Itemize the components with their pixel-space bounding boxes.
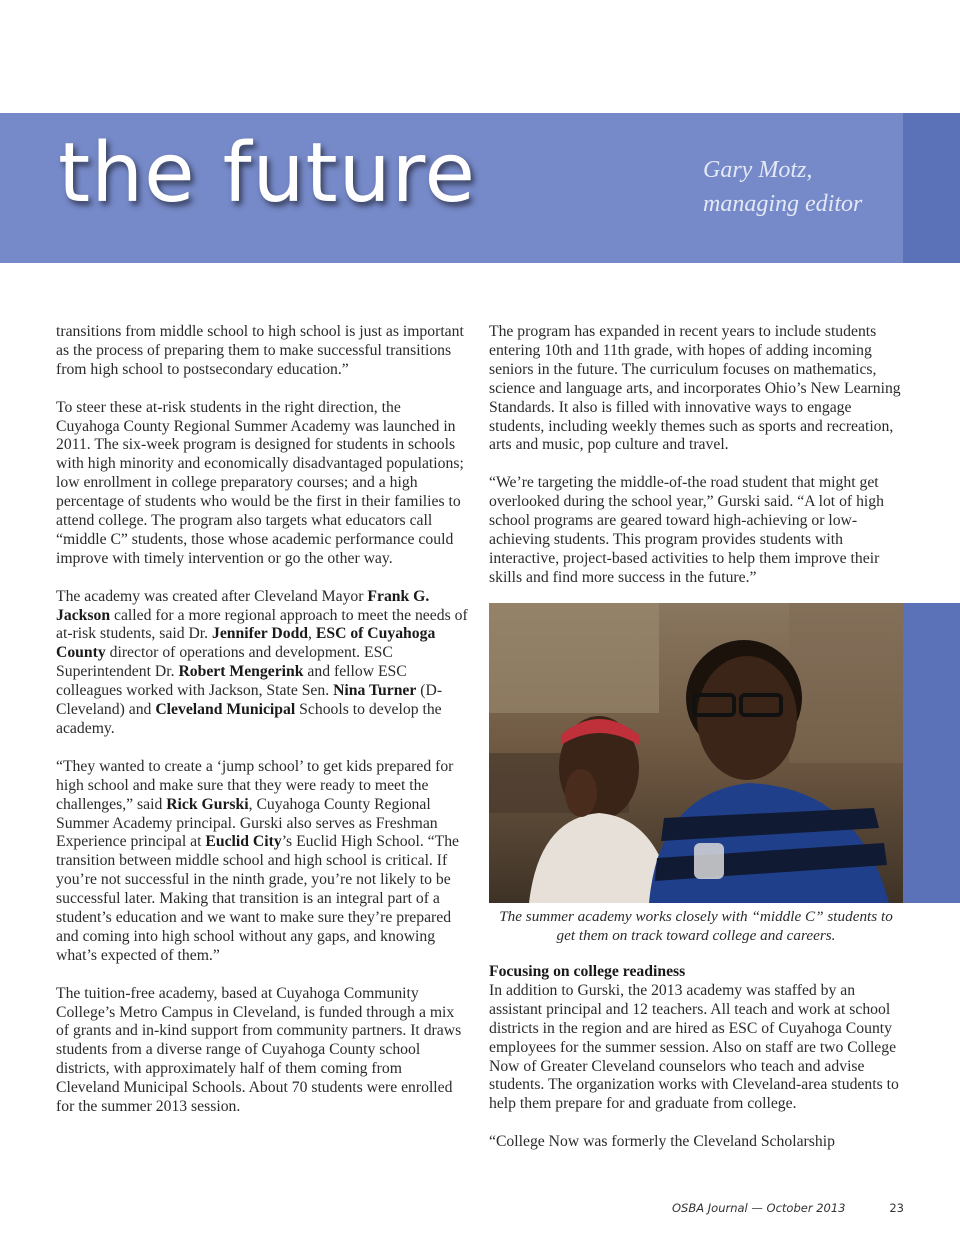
right-column-top — [489, 323, 905, 607]
paragraph: “We’re targeting the middle-of-the road student that might get overlooked during the school year,” Gurski said. “A lot of high school programs are geared toward high-achieving or low-achieving students. This program provides students with interactive, project-based activities to help them improve their skills and find more success in the future.” — [489, 474, 884, 586]
paragraph: The tuition-free academy, based at Cuyahoga Community College’s Metro Campus in Cleveland, is funded through a mix of grants and in-kind support from community partners. It draws students from a diverse range of Cuyahoga County school districts, with approximately half of them coming from Cleveland Municipal Schools. About 70 students were enrolled for the summer 2013 session. — [56, 984, 462, 1116]
paragraph: transitions from middle school to high school is just as important as the process of preparing them to make successful transitions from high school to postsecondary education.” — [56, 323, 464, 378]
paragraph: The program has expanded in recent years to include students entering 10th and 11th grade, with hopes of adding incoming seniors in the future. The curriculum focuses on mathematics, science and language arts, and incorporates Ohio’s New Learning Standards. It also is filled with innovative ways to engage students, including weekly themes such as sports and recreation, arts and music, pop culture and travel. — [489, 323, 901, 454]
paragraph: Focusing on college readiness In addition to Gurski, the 2013 academy was staffed by an assistant principal and 12 teachers. All teach and work at school districts in the region and are hired as ESC of Cuyahoga County employees for the summer session. Also on staff are two College Now of Greater Cleveland counselors who teach and advise students. The organization works with Cleveland-area students to help them prepare for and graduate from college. — [489, 963, 905, 1114]
right-column-bottom — [489, 963, 905, 1171]
banner-accent-tab — [903, 113, 960, 263]
paragraph: “College Now was formerly the Cleveland Scholarship — [489, 1133, 835, 1151]
page-footer — [672, 1201, 904, 1215]
byline — [703, 153, 898, 221]
paragraph: The academy was created after Cleveland Mayor Frank G. Jackson called for a more regional approach to meet the needs of at-risk students, said Dr. Jennifer Dodd, ESC of Cuyahoga County director of operations and development. ESC Superintendent Dr. Robert Mengerink and fellow ESC colleagues worked with Jackson, State Sen. Nina Turner (D-Cleveland) and Cleveland Municipal Schools to develop the academy. — [56, 587, 468, 737]
paragraph: “They wanted to create a ‘jump school’ to get kids prepared for high school and make sure that they were ready to meet the challenges,” said Rick Gurski, Cuyahoga County Regional Summer Academy principal. Gurski also serves as Freshman Experience principal at Euclid City’s Euclid High School. “The transition between middle school and high school is critical. If you’re not successful in the ninth grade, you’re not likely to be successful later. Making that transition is an integral part of a student’s education and we want to make sure they’re prepared and coming into high school without any gaps, and knowing what’s expected of them.” — [56, 757, 460, 964]
photo-accent-tab — [903, 603, 960, 903]
left-column — [56, 323, 468, 1136]
byline-role: managing editor — [703, 191, 863, 217]
page-number: 23 — [889, 1201, 904, 1215]
page-title: the future — [58, 126, 476, 221]
photo-caption: The summer academy works closely with “middle C” students to get them on track toward college and careers. — [499, 908, 893, 944]
section-subhead: Focusing on college readiness — [489, 963, 686, 980]
byline-name: Gary Motz, — [703, 157, 813, 183]
journal-name: OSBA Journal — October 2013 — [672, 1201, 846, 1215]
paragraph: To steer these at-risk students in the right direction, the Cuyahoga County Regional Summer Academy was launched in 2011. The six-week program is designed for students in schools with high minority and economically disadvantaged populations; low enrollment in college preparatory courses; and a high percentage of students who would be the first in their families to attend college. The program also targets what educators call “middle C” students, those whose academic performance could improve with timely intervention or go the other way. — [56, 398, 464, 567]
students-photo — [489, 603, 903, 903]
